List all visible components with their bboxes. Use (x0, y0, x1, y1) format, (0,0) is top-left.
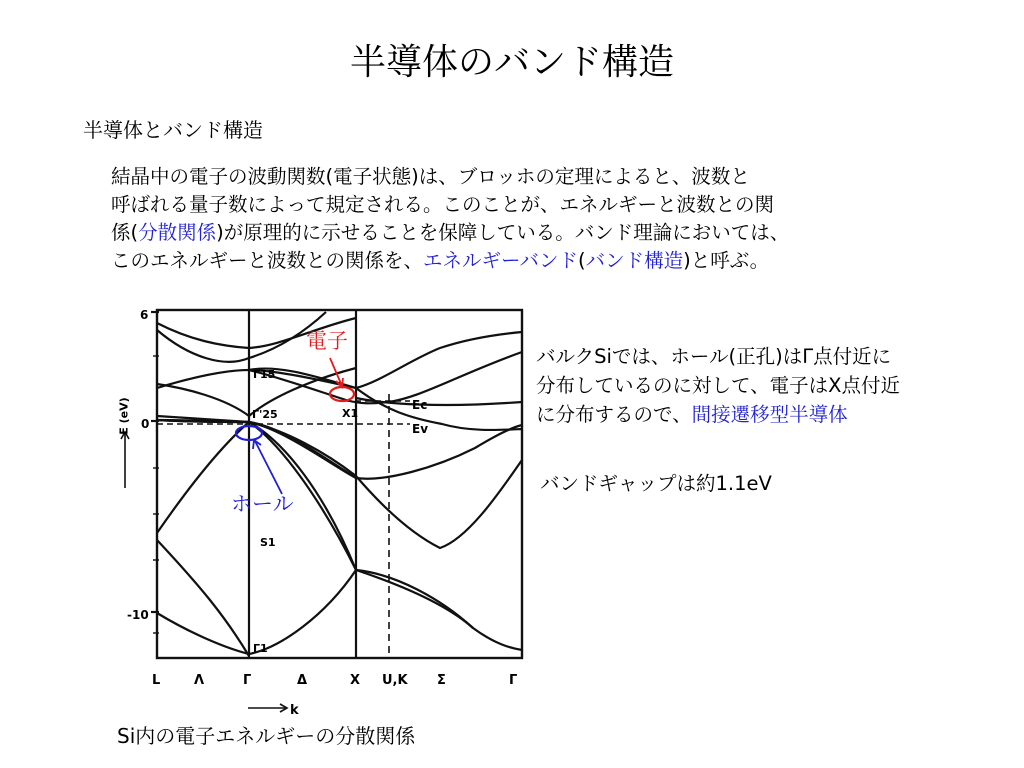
indirect-semiconductor-highlight: 間接遷移型半導体 (691, 403, 848, 426)
band-curve (249, 570, 473, 654)
dispersion-relation-highlight: 分散関係 (138, 221, 217, 244)
side-line-3 (536, 400, 1006, 429)
side-line-1: バルクSiでは、ホール(正孔)はΓ点付近に (536, 345, 892, 368)
slide-title: 半導体のバンド構造 (349, 42, 674, 83)
plot-frame (157, 310, 522, 658)
label-ev: Ev (412, 422, 429, 436)
paragraph-text: 係( (111, 221, 139, 244)
hole-annotation: ホール (231, 492, 294, 516)
y-axis-label: E (eV) (117, 397, 131, 435)
paragraph-text: ( (578, 249, 586, 272)
band-structure-figure (110, 298, 530, 728)
band-structure-diagram (110, 298, 530, 728)
x-tick-lambda: Λ (194, 673, 205, 688)
side-line-2: 分布しているのに対して、電子はX点付近 (536, 374, 900, 397)
x-tick-X: X (350, 673, 361, 688)
side-text: に分布するので、 (536, 403, 692, 426)
electron-annotation: 電子 (306, 329, 348, 353)
figure-caption: Si内の電子エネルギーの分散関係 (117, 724, 416, 748)
label-gamma25: Γ'25 (252, 408, 278, 421)
section-subheading: 半導体とバンド構造 (83, 118, 263, 142)
paragraph-text: )と呼ぶ。 (683, 249, 770, 272)
paragraph-line-4 (111, 247, 951, 275)
bandgap-note: バンドギャップは約1.1eV (540, 472, 772, 495)
x-tick-gamma: Γ (243, 673, 252, 688)
y-tick-6: 6 (140, 308, 149, 322)
band-curve (249, 352, 522, 403)
y-tick-minus10: -10 (127, 608, 149, 622)
side-explanation (536, 342, 1006, 429)
band-curve (249, 369, 522, 430)
x-tick-sigma: Σ (437, 673, 446, 688)
label-x1: X1 (342, 407, 359, 420)
paragraph-line-3 (111, 219, 951, 247)
label-gamma15: Γ15 (253, 368, 276, 381)
x-tick-L: L (152, 673, 161, 688)
paragraph-text: このエネルギーと波数との関係を、 (111, 249, 424, 272)
y-tick-0: 0 (141, 417, 150, 431)
paragraph-text: )が原理的に示せることを保障している。バンド理論においては、 (216, 221, 790, 244)
paragraph-line-2: 呼ばれる量子数によって規定される。このことが、エネルギーと波数との関 (111, 193, 775, 216)
label-s1: S1 (260, 536, 276, 549)
label-ec: Ec (412, 398, 428, 412)
band-curve (157, 422, 522, 650)
label-gamma1: Γ1 (253, 642, 268, 655)
x-tick-delta: Δ (297, 673, 308, 688)
band-curve (157, 540, 249, 656)
energy-band-highlight: エネルギーバンド (423, 249, 579, 272)
x-axis-label: k (290, 703, 299, 718)
band-structure-highlight: バンド構造 (585, 249, 684, 272)
x-tick-gamma-end: Γ (509, 673, 518, 688)
x-tick-UK: U,K (382, 673, 408, 688)
paragraph-line-1: 結晶中の電子の波動関数(電子状態)は、ブロッホの定理によると、波数と (111, 165, 750, 188)
band-curve (157, 312, 326, 362)
explanation-paragraph (111, 163, 951, 275)
band-curve (157, 416, 522, 548)
